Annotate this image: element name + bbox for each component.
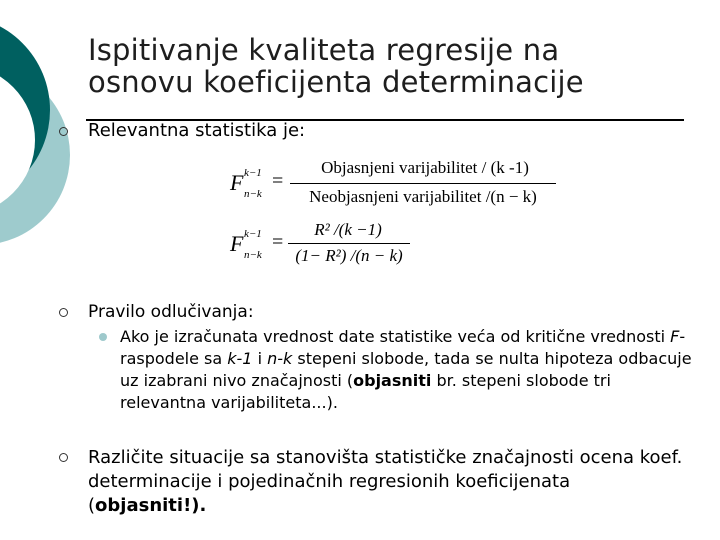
bullet-ring-icon xyxy=(59,127,68,136)
f-symbol: F xyxy=(230,231,244,256)
title-line-2: osnovu koeficijenta determinacije xyxy=(88,65,584,99)
equals-sign: = xyxy=(272,231,284,253)
sub-text-part: stepeni slobode, tada se nulta hipoteza odbacuje uz izabrani nivo značajnosti ( xyxy=(120,349,692,390)
denominator: Neobjasnjeni varijabilitet /(n − k) xyxy=(309,187,537,206)
f-superscript: k−1 xyxy=(244,228,262,240)
title-line-1: Ispitivanje kvaliteta regresije na xyxy=(88,33,560,67)
sub-bullet-dot-icon xyxy=(99,333,107,341)
bullet-3-part: Različite situacije sa stanovišta statističke značajnosti ocena koef. determinacije i pojedinačnih regresionih koeficijenata ( xyxy=(88,447,683,516)
bullet-2-text: Pravilo odlučivanja: xyxy=(88,302,254,322)
bullet-ring-icon xyxy=(59,453,68,462)
bullet-3-text xyxy=(88,446,688,518)
f-symbol: F xyxy=(230,170,244,195)
bullet-3-bold: objasniti!). xyxy=(95,495,207,516)
sub-text-bold: objasniti xyxy=(353,371,432,390)
formula-f-statistic-2 xyxy=(230,218,430,274)
sub-bullet-text xyxy=(120,326,700,414)
equals-sign: = xyxy=(272,170,284,192)
bullet-1-text: Relevantna statistika je: xyxy=(88,120,306,141)
f-superscript: k−1 xyxy=(244,167,262,179)
formula-f-statistic-1 xyxy=(230,158,570,218)
bullet-ring-icon xyxy=(59,308,68,317)
sub-text-part: br. stepeni slobode tri relevantna varijabiliteta...). xyxy=(120,371,611,412)
fraction-bar xyxy=(290,183,556,184)
f-subscript: n−k xyxy=(244,249,262,261)
slide-title xyxy=(88,34,688,98)
numerator: R² /(k −1) xyxy=(314,220,382,239)
sub-text-italic: n-k xyxy=(267,349,293,368)
sub-text-italic: F xyxy=(670,327,680,346)
sub-text-italic: k-1 xyxy=(227,349,253,368)
sub-text-part: i xyxy=(252,349,268,368)
denominator: (1− R²) /(n − k) xyxy=(295,246,403,265)
fraction-bar xyxy=(288,243,410,244)
numerator: Objasnjeni varijabilitet / (k -1) xyxy=(321,158,529,177)
sub-text-part: Ako je izračunata vrednost date statistike veća od kritične vrednosti xyxy=(120,327,671,346)
sub-text-part: -raspodele sa xyxy=(120,327,686,368)
f-subscript: n−k xyxy=(244,188,262,200)
